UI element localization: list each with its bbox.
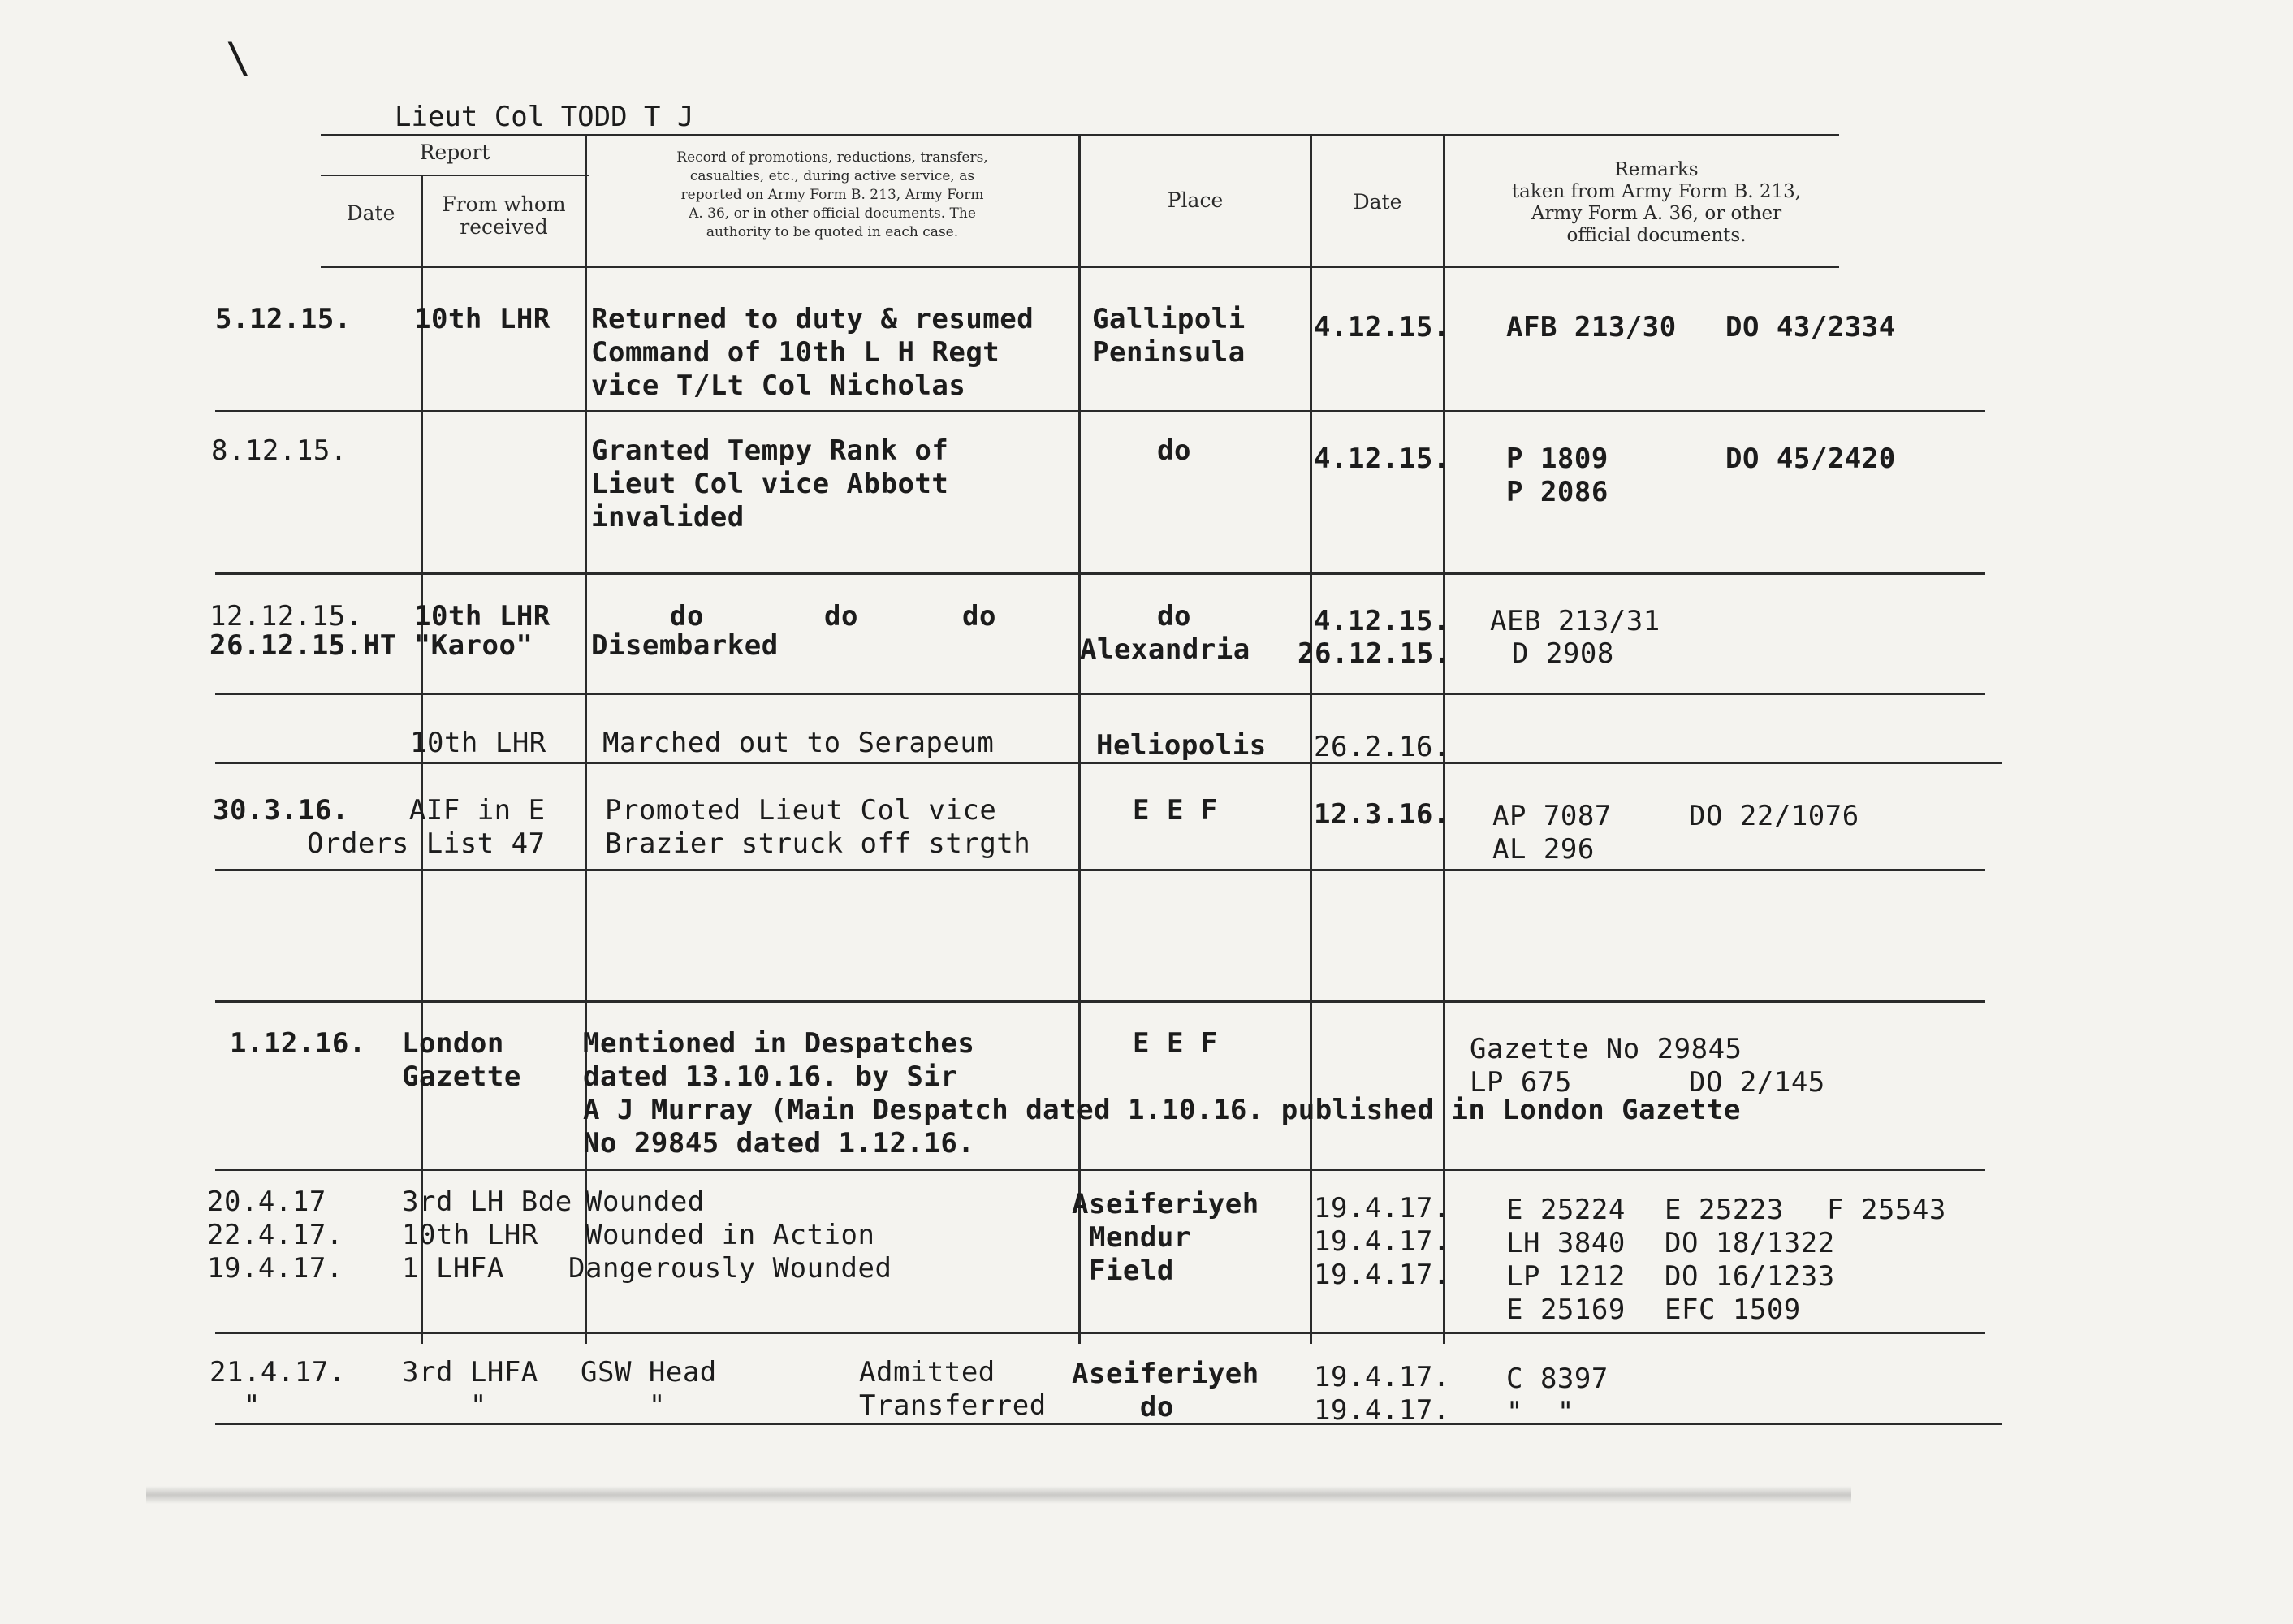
entry-date: 8.12.15. xyxy=(211,434,348,467)
entry-place: Gallipoli Peninsula xyxy=(1092,303,1246,369)
column-rule xyxy=(1078,134,1081,1344)
entry-record-line: No 29845 dated 1.12.16. xyxy=(583,1127,975,1160)
entry-date-from: 26.12.15.HT "Karoo" xyxy=(209,629,533,662)
entry-date: 21.4.17. " xyxy=(209,1356,346,1422)
entry-remarks-b: DO 45/2420 xyxy=(1725,443,1896,475)
entry-remarks-b: LP 675 xyxy=(1470,1066,1572,1099)
report-subheader-rule xyxy=(321,175,589,176)
entry-place: Alexandria xyxy=(1080,633,1250,666)
entry-record: Granted Tempy Rank of Lieut Col vice Abbott invalided xyxy=(591,434,949,533)
entry-date2: 26.12.15. xyxy=(1298,637,1451,670)
entry-remarks-a: D 2908 xyxy=(1512,637,1614,670)
entry-remarks-b: E 25223 DO 18/1322 DO 16/1233 EFC 1509 xyxy=(1665,1194,1835,1326)
entry-from: London Gazette xyxy=(402,1027,521,1093)
header-remarks: Remarks taken from Army Form B. 213, Army Form A. 36, or other official documents. xyxy=(1511,159,1802,246)
page-title: Lieut Col TODD T J xyxy=(395,101,694,133)
header-from-whom: From whom received xyxy=(442,192,566,239)
entry-date2: 26.2.16. xyxy=(1314,731,1450,763)
entry-dates: 20.4.17 22.4.17. 19.4.17. xyxy=(207,1186,343,1285)
entry-remarks-a: AFB 213/30 xyxy=(1506,311,1677,343)
scan-artifact-band xyxy=(146,1486,1851,1504)
entry-remarks-a: AP 7087 AL 296 xyxy=(1492,800,1612,866)
entry-remarks-c: F 25543 xyxy=(1827,1194,1946,1226)
entry-remarks-a: P 1809 P 2086 xyxy=(1506,443,1609,508)
entry-remarks-a: AEB 213/31 xyxy=(1490,605,1660,637)
row-rule xyxy=(215,1000,1985,1003)
entry-from: 10th LHR xyxy=(410,727,546,759)
header-record: Record of promotions, reductions, transfers, casualties, etc., during active service, as reported on Army Form B. 213, Army Form A. 36, or in other official documents. The authority to be quoted in each case. xyxy=(676,149,988,240)
entry-from: 10th LHR xyxy=(414,600,551,633)
entry-record: Promoted Lieut Col vice Brazier struck off strgth xyxy=(605,794,1031,860)
row-rule xyxy=(215,693,1985,695)
entry-record-line: Mentioned in Despatches xyxy=(583,1027,975,1060)
header-date2: Date xyxy=(1353,190,1402,214)
entry-date2: 4.12.15. xyxy=(1314,605,1450,637)
entry-record-do: do xyxy=(962,600,996,633)
entry-date2: 19.4.17. 19.4.17. xyxy=(1314,1361,1450,1427)
entry-record: GSW Head " xyxy=(581,1356,717,1422)
entry-date2: 19.4.17. 19.4.17. 19.4.17. xyxy=(1314,1192,1450,1291)
entry-record: Returned to duty & resumed Command of 10th L H Regt vice T/Lt Col Nicholas xyxy=(591,303,1034,402)
entry-record: Marched out to Serapeum xyxy=(602,727,995,759)
header-place: Place xyxy=(1167,188,1224,212)
entry-date: 12.12.15. xyxy=(209,600,363,633)
entry-place: Aseiferiyeh Mendur Field xyxy=(1072,1188,1259,1287)
entry-place: do xyxy=(1157,600,1191,633)
entry-remarks-a: E 25224 LH 3840 LP 1212 E 25169 xyxy=(1506,1194,1626,1326)
row-rule xyxy=(215,1332,1985,1334)
entry-remarks-a: C 8397 " " xyxy=(1506,1363,1609,1428)
entry-record-line: A J Murray (Main Despatch dated 1.10.16. published in London Gazette xyxy=(583,1094,1741,1126)
entry-from: 10th LHR xyxy=(414,303,551,335)
entry-record-status: Admitted Transferred xyxy=(859,1356,1047,1422)
entry-from: 3rd LH Bde 10th LHR 1 LHFA xyxy=(402,1186,572,1285)
column-rule xyxy=(1310,134,1312,1344)
entry-date: 30.3.16. xyxy=(213,794,349,827)
entry-remarks-b: DO 22/1076 xyxy=(1689,800,1859,832)
header-report: Report xyxy=(419,140,490,164)
entry-record-line: dated 13.10.16. by Sir xyxy=(583,1060,958,1093)
entry-remarks-b: DO 43/2334 xyxy=(1725,311,1896,343)
entry-from: AIF in E Orders List 47 xyxy=(307,794,546,860)
entry-place: E E F xyxy=(1133,794,1218,827)
entry-record-do: do xyxy=(824,600,858,633)
row-rule xyxy=(215,1169,1985,1171)
entry-place: Aseiferiyeh do xyxy=(1072,1358,1259,1423)
row-rule xyxy=(215,869,1985,871)
entry-record: Disembarked xyxy=(591,629,779,662)
entry-place: E E F xyxy=(1133,1027,1218,1060)
entry-date2: 4.12.15. xyxy=(1314,443,1450,475)
column-rule xyxy=(585,134,587,1344)
entry-record: Wounded Wounded in Action Dangerously Wounded xyxy=(568,1186,892,1285)
entry-date: 1.12.16. xyxy=(230,1027,366,1060)
entry-date2: 12.3.16. xyxy=(1314,798,1450,831)
entry-remarks-b: DO 2/145 xyxy=(1689,1066,1825,1099)
entry-date2: 4.12.15. xyxy=(1314,311,1450,343)
entry-remarks-a: Gazette No 29845 xyxy=(1470,1033,1742,1065)
header-date: Date xyxy=(346,201,395,225)
entry-record-do: do xyxy=(670,600,704,633)
corner-mark: \ xyxy=(226,34,252,83)
entry-place: do xyxy=(1157,434,1191,467)
row-rule xyxy=(215,410,1985,412)
row-rule xyxy=(215,572,1985,575)
entry-from: 3rd LHFA " xyxy=(402,1356,538,1422)
entry-date: 5.12.15. xyxy=(215,303,352,335)
entry-place: Heliopolis xyxy=(1096,729,1267,762)
